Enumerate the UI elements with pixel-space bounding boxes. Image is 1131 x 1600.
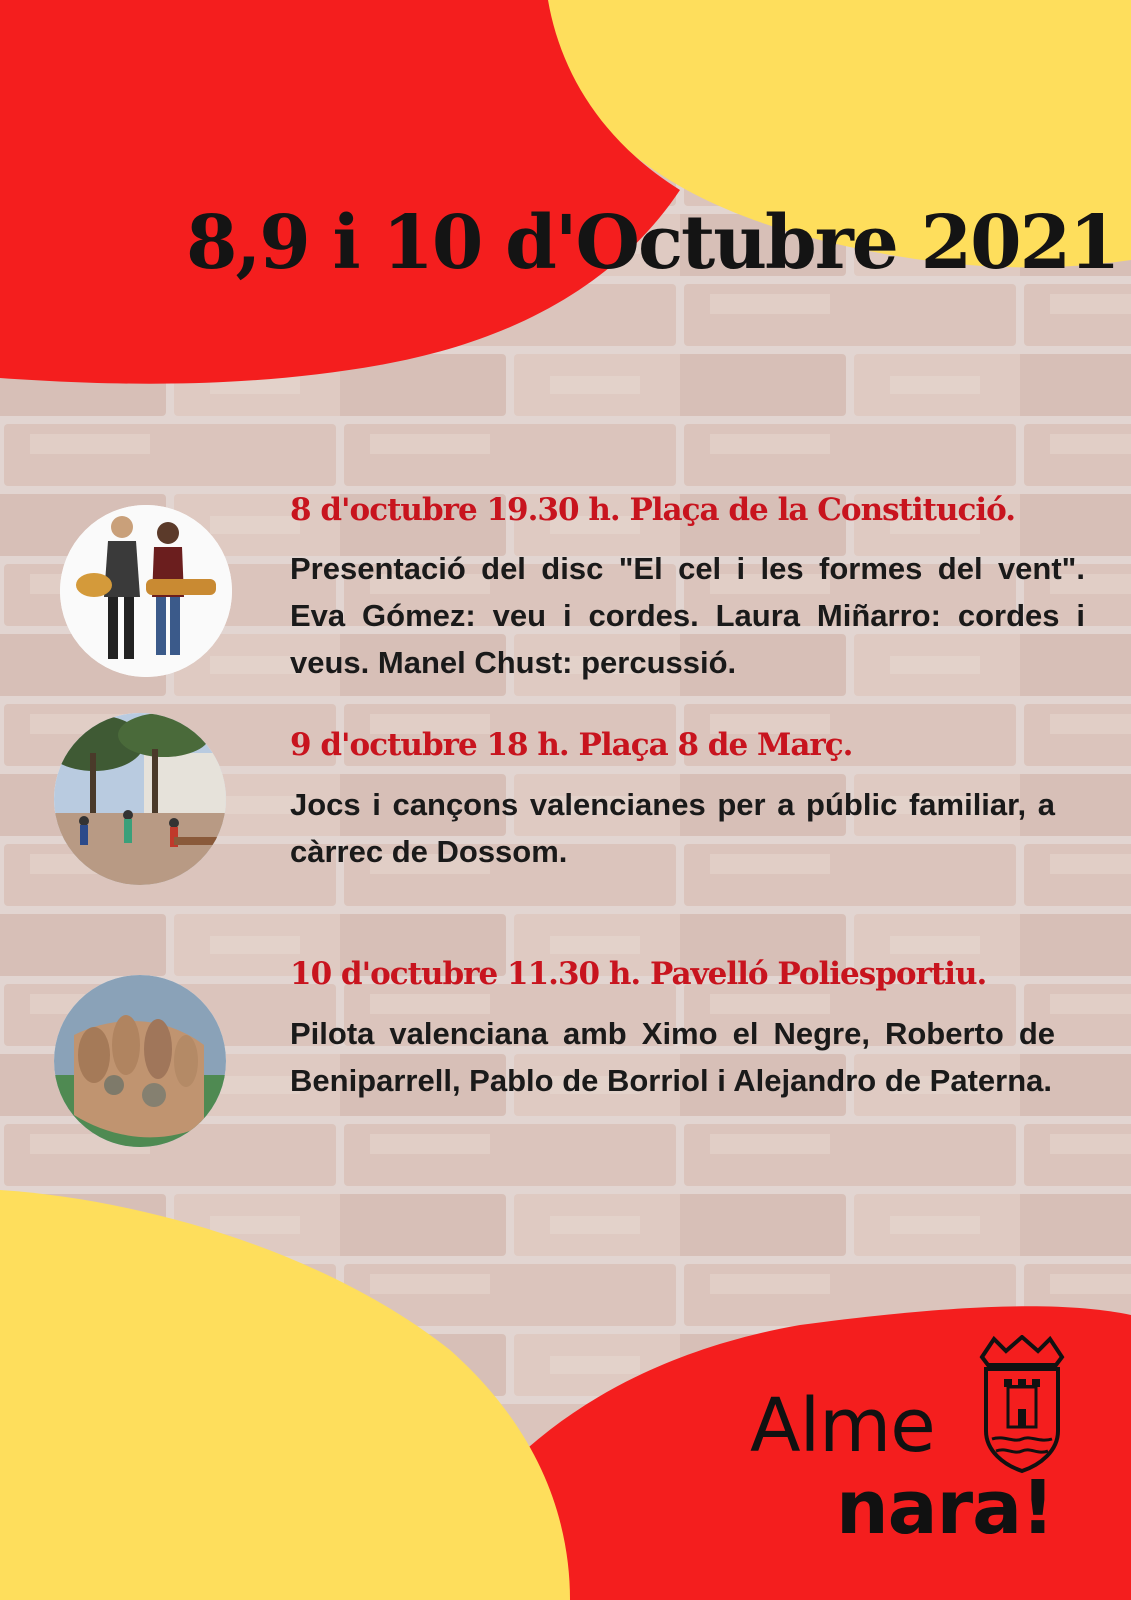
event-3-heading: 10 d'octubre 11.30 h. Pavelló Poliesportiu.	[290, 956, 987, 992]
event-1-description: Presentació del disc "El cel i les formes del vent". Eva Gómez: veu i cordes. Laura Miñarro: cordes i veus. Manel Chust: percussió.	[290, 551, 1085, 680]
event-1-heading: 8 d'octubre 19.30 h. Plaça de la Constitució.	[290, 492, 1016, 528]
event-2-description: Jocs i cançons valencianes per a públic familiar, a càrrec de Dossom.	[290, 787, 1055, 869]
event-3-photo-pilota-hands	[54, 975, 226, 1147]
logo-text-line1: Alme	[750, 1383, 935, 1469]
page-title: 8,9 i 10 d'Octubre 2021	[186, 200, 1119, 286]
almenara-logo	[740, 1335, 1080, 1575]
event-2-photo-plaza	[54, 713, 226, 885]
event-3-description: Pilota valenciana amb Ximo el Negre, Roberto de Beniparrell, Pablo de Borriol i Alejandro de Paterna.	[290, 1016, 1055, 1098]
town-crest-icon	[974, 1335, 1070, 1475]
event-1-photo-musicians	[60, 505, 232, 677]
logo-text-line2: nara!	[836, 1465, 1054, 1551]
event-2-heading: 9 d'octubre 18 h. Plaça 8 de Març.	[290, 727, 853, 763]
